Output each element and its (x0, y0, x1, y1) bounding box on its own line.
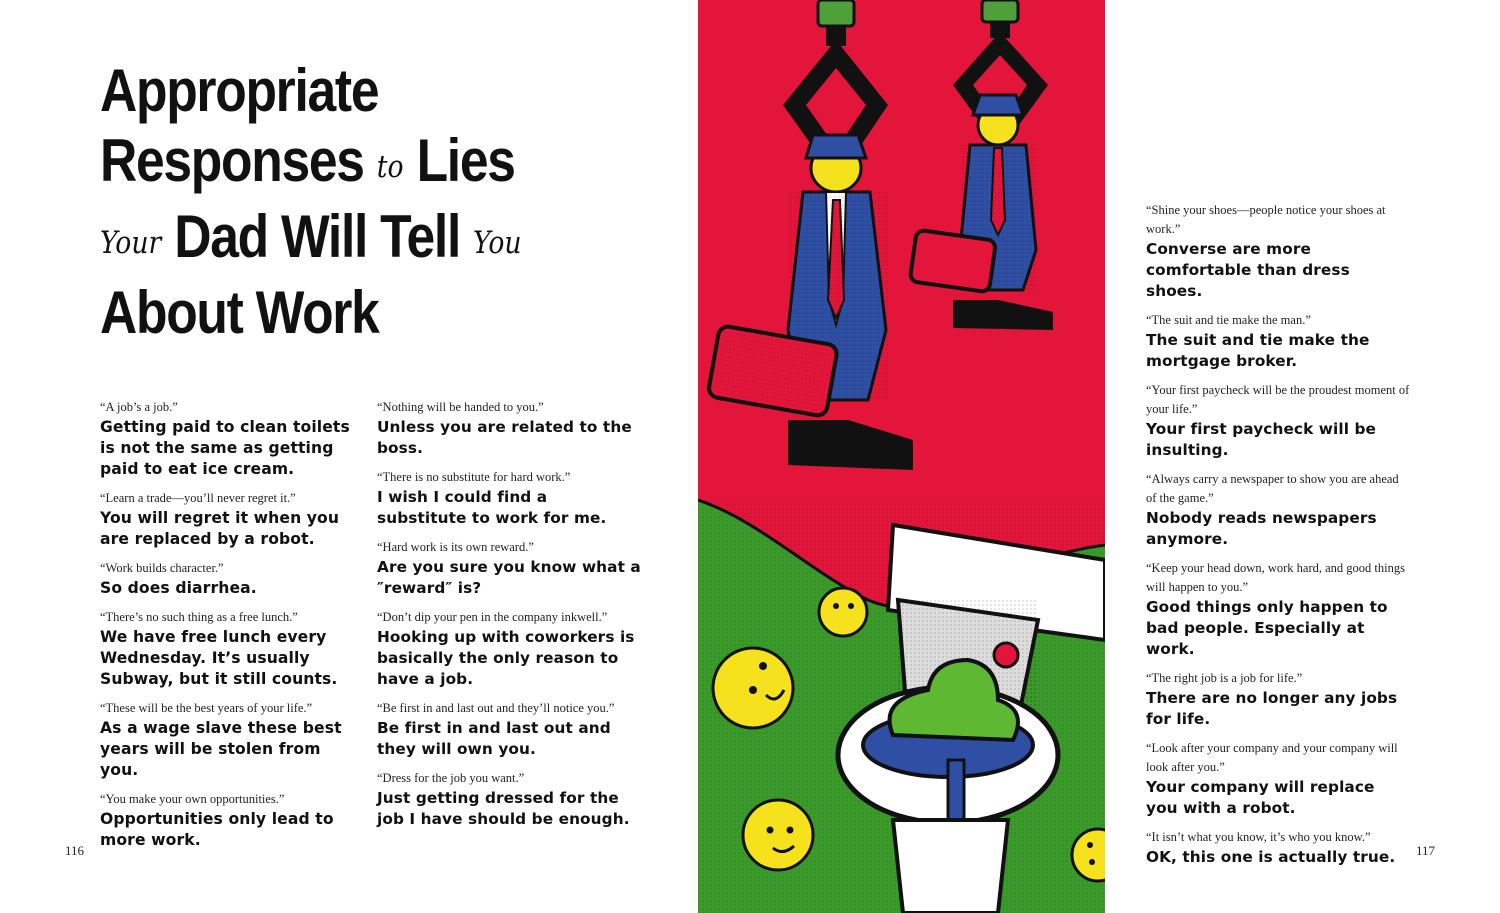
title-word: Responses (100, 127, 364, 194)
lie-quote: “Keep your head down, work hard, and good things will happen to you.” (1146, 561, 1405, 594)
response-text: Hooking up with coworkers is basically the only reason to have a job. (377, 628, 635, 688)
title-italic-word: to (376, 149, 404, 185)
response-text: The suit and tie make the mortgage broker. (1146, 331, 1370, 370)
response-text: I wish I could find a substitute to work for me. (377, 488, 607, 527)
title-line-2 (100, 126, 582, 202)
title-line-4 (100, 278, 582, 348)
page-number-right: 117 (1416, 843, 1436, 858)
lie-quote: “It isn’t what you know, it’s who you know.” (1146, 830, 1371, 844)
response-text: Good things only happen to bad people. Especially at work. (1146, 598, 1388, 658)
response-text: So does diarrhea. (100, 579, 257, 597)
lie-quote: “Nothing will be handed to you.” (377, 400, 544, 414)
response-text: Your company will replace you with a robot. (1146, 778, 1375, 817)
response-text: Your first paycheck will be insulting. (1146, 420, 1377, 459)
lie-quote: “Your first paycheck will be the proudest moment of your life.” (1146, 383, 1410, 416)
lie-quote: “Dress for the job you want.” (377, 771, 525, 785)
lie-response-pair (377, 769, 642, 830)
lie-quote: “These will be the best years of your life.” (100, 701, 313, 715)
lie-response-pair (377, 468, 642, 529)
lie-response-pair (1146, 470, 1411, 550)
lie-quote: “Always carry a newspaper to show you are ahead of the game.” (1146, 472, 1399, 505)
smiley-face-icon (713, 648, 793, 728)
response-text: Nobody reads newspapers anymore. (1146, 509, 1377, 548)
briefcase-icon (910, 230, 996, 293)
response-text: You will regret it when you are replaced by a robot. (100, 509, 340, 548)
response-text: Just getting dressed for the job I have should be enough. (377, 789, 630, 828)
lie-quote: “The suit and tie make the man.” (1146, 313, 1311, 327)
response-text: Be first in and last out and they will own you. (377, 719, 611, 758)
response-text: Unless you are related to the boss. (377, 418, 632, 457)
left-column (100, 398, 360, 860)
lie-response-pair (1146, 739, 1411, 819)
response-text: Converse are more comfortable than dress shoes. (1146, 240, 1350, 300)
lie-quote: “Learn a trade—you’ll never regret it.” (100, 491, 296, 505)
response-text: Are you sure you know what a ″reward″ is? (377, 558, 641, 597)
lie-quote: “Be first in and last out and they’ll notice you.” (377, 701, 615, 715)
lie-response-pair (1146, 828, 1411, 868)
response-text: Opportunities only lead to more work. (100, 810, 334, 849)
lie-response-pair (377, 398, 642, 459)
title-italic-word: Your (100, 225, 162, 261)
article-title (100, 56, 582, 348)
lie-quote: “Shine your shoes—people notice your shoes at work.” (1146, 203, 1386, 236)
lie-quote: “The right job is a job for life.” (1146, 671, 1303, 685)
response-text: We have free lunch every Wednesday. It’s usually Subway, but it still counts. (100, 628, 338, 688)
title-word: About Work (100, 279, 379, 346)
lie-response-pair (377, 608, 642, 690)
left-page (0, 0, 698, 913)
lie-quote: “Look after your company and your company will look after you.” (1146, 741, 1398, 774)
title-word: Appropriate (100, 57, 379, 124)
title-italic-word: You (473, 225, 522, 261)
lie-response-pair (100, 489, 360, 550)
lie-quote: “Hard work is its own reward.” (377, 540, 534, 554)
lie-response-pair (377, 538, 642, 599)
lie-quote: “There is no substitute for hard work.” (377, 470, 571, 484)
lie-quote: “Work builds character.” (100, 561, 224, 575)
lie-response-pair (100, 559, 360, 599)
right-column (1146, 201, 1411, 877)
illustration (698, 0, 1105, 913)
lie-response-pair (1146, 559, 1411, 660)
middle-column (377, 398, 642, 839)
lie-response-pair (1146, 669, 1411, 730)
title-word: Dad Will Tell (174, 203, 461, 270)
response-text: There are no longer any jobs for life. (1146, 689, 1398, 728)
lie-quote: “Don’t dip your pen in the company inkwell.” (377, 610, 608, 624)
lie-response-pair (1146, 201, 1411, 302)
title-line-1 (100, 56, 582, 126)
lie-response-pair (100, 790, 360, 851)
lie-response-pair (100, 398, 360, 480)
smiley-face-icon (819, 588, 867, 636)
lie-response-pair (1146, 311, 1411, 372)
lie-quote: “There’s no such thing as a free lunch.” (100, 610, 298, 624)
lie-response-pair (100, 608, 360, 690)
response-text: As a wage slave these best years will be stolen from you. (100, 719, 342, 779)
lie-quote: “You make your own opportunities.” (100, 792, 285, 806)
title-word: Lies (416, 127, 515, 194)
response-text: Getting paid to clean toilets is not the same as getting paid to eat ice cream. (100, 418, 350, 478)
lie-response-pair (100, 699, 360, 781)
illustration-svg (698, 0, 1105, 913)
lie-response-pair (1146, 381, 1411, 461)
title-line-3 (100, 202, 582, 278)
lie-response-pair (377, 699, 642, 760)
response-text: OK, this one is actually true. (1146, 848, 1396, 866)
smiley-face-icon (743, 800, 813, 870)
lie-quote: “A job’s a job.” (100, 400, 178, 414)
page-number-left: 116 (65, 843, 85, 858)
